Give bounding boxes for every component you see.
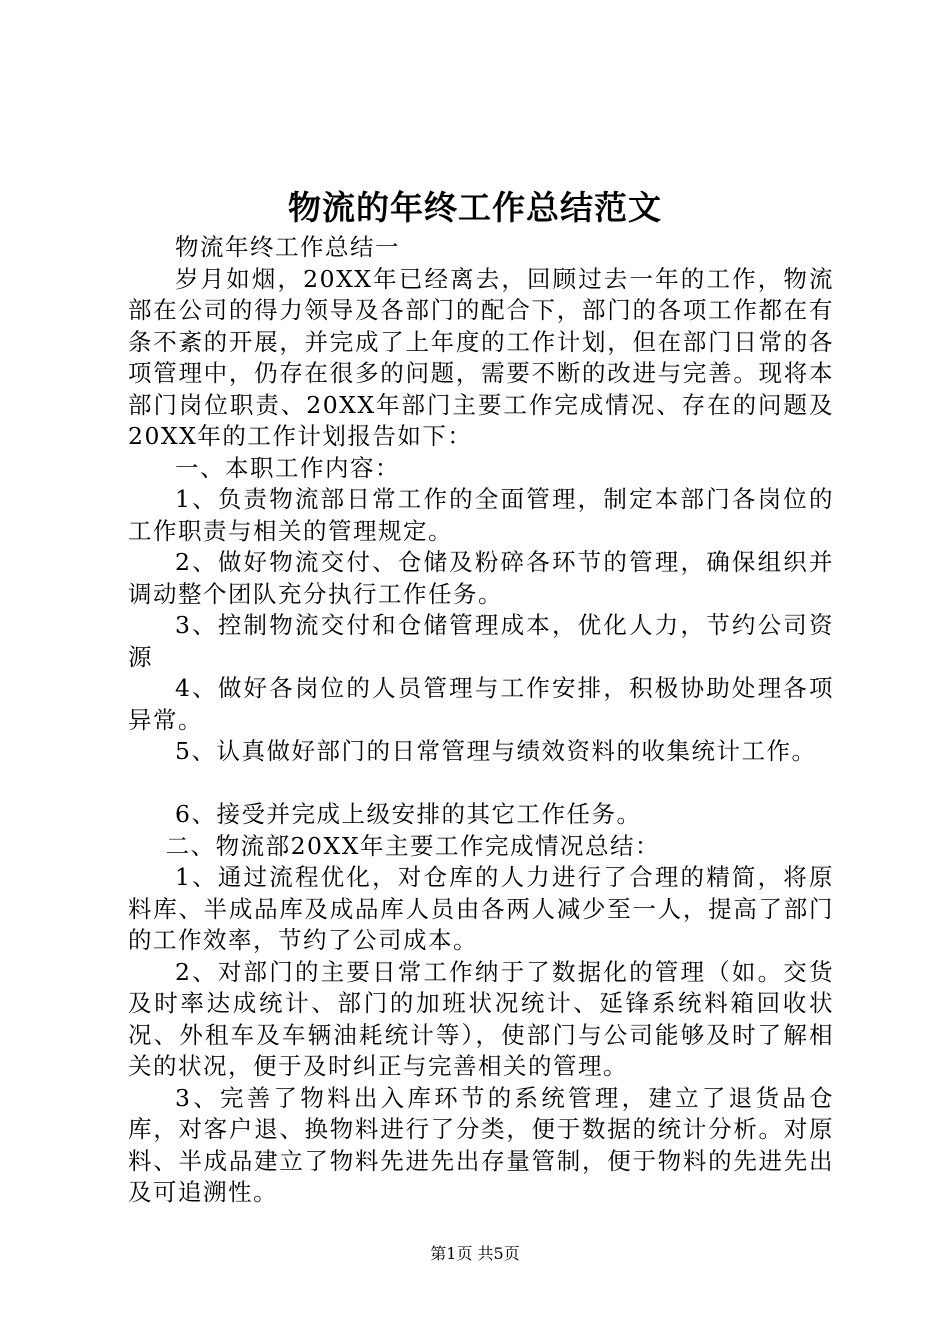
- list-item: 1、通过流程优化，对仓库的人力进行了合理的精简，将原料库、半成品库及成品库人员由各两人减少至一人，提高了部门的工作效率，节约了公司成本。: [128, 863, 834, 954]
- blank-line: [128, 768, 834, 800]
- list-item: 2、做好物流交付、仓储及粉碎各环节的管理，确保组织并调动整个团队充分执行工作任务。: [128, 548, 834, 608]
- section-heading: 一、本职工作内容：: [175, 453, 400, 482]
- list-item: 3、完善了物料出入库环节的系统管理，建立了退货品仓库，对客户退、换物料进行了分类，便于数据的统计分析。对原料、半成品建立了物料先进先出存量管制，便于物料的先进先出及可追溯性。: [128, 1083, 834, 1206]
- list-item: 6、接受并完成上级安排的其它工作任务。: [175, 800, 642, 828]
- list-item: 5、认真做好部门的日常管理与绩效资料的收集统计工作。: [175, 737, 817, 765]
- section-heading: 物流年终工作总结一: [175, 233, 400, 261]
- document-body: [128, 232, 834, 1209]
- section-heading: 二、物流部20XX年主要工作完成情况总结：: [165, 831, 660, 860]
- list-item: 3、控制物流交付和仓储管理成本，优化人力，节约公司资源: [128, 611, 834, 671]
- document-title: 物流的年终工作总结范文: [288, 188, 662, 227]
- page-number-footer: 第1页 共5页: [430, 1244, 520, 1263]
- list-item: 2、对部门的主要日常工作纳于了数据化的管理（如。交货及时率达成统计、部门的加班状况统计、延锋系统料箱回收状况、外租车及车辆油耗统计等），使部门与公司能够及时了解相关的状况，便于及时纠正与完善相关的管理。: [128, 957, 834, 1080]
- intro-paragraph: 岁月如烟，20XX年已经离去，回顾过去一年的工作，物流部在公司的得力领导及各部门的配合下，部门的各项工作都在有条不紊的开展，并完成了上年度的工作计划，但在部门日常的各项管理中，仍存在很多的问题，需要不断的改进与完善。现将本部门岗位职责、20XX年部门主要工作完成情况、存在的问题及20XX年的工作计划报告如下：: [128, 264, 834, 450]
- list-item: 4、做好各岗位的人员管理与工作安排，积极协助处理各项异常。: [128, 674, 834, 734]
- list-item: 1、负责物流部日常工作的全面管理，制定本部门各岗位的工作职责与相关的管理规定。: [128, 485, 834, 545]
